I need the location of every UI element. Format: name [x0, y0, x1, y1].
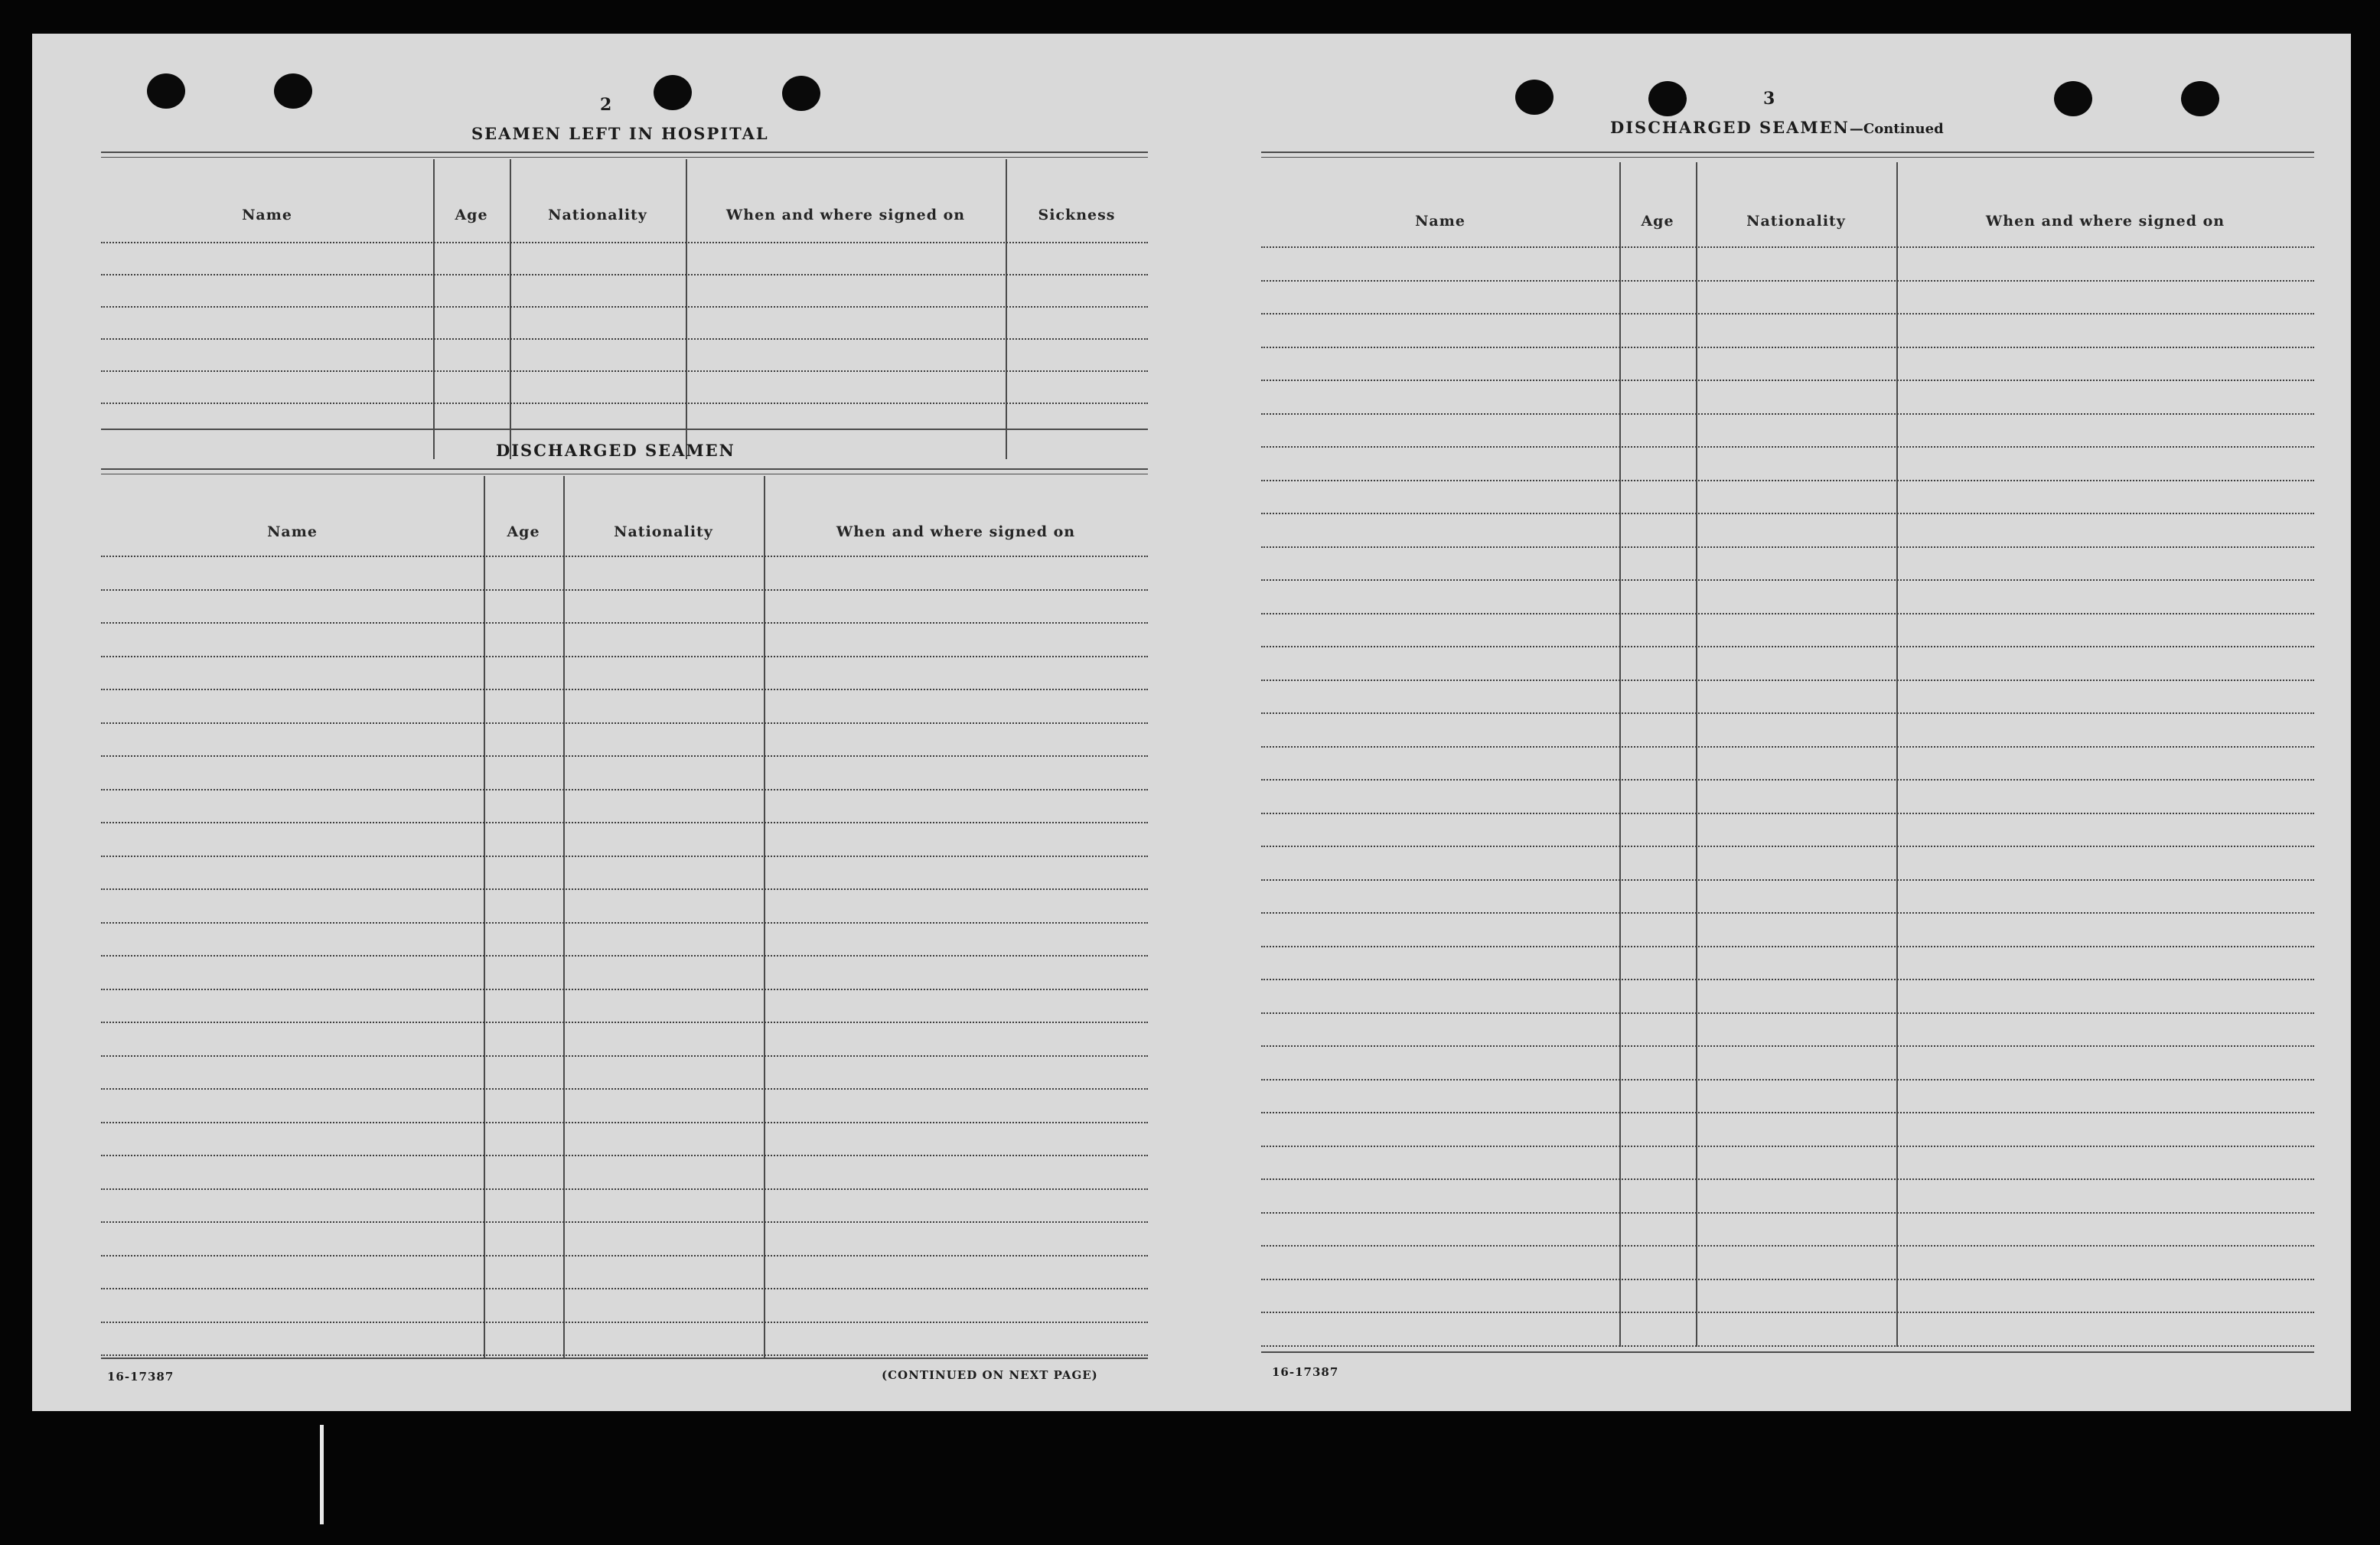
row-line — [101, 1022, 1148, 1023]
table-row[interactable] — [101, 825, 1148, 856]
row-line — [1261, 613, 2314, 614]
table-row[interactable] — [1261, 782, 2314, 813]
row-line — [101, 722, 1148, 724]
table-row[interactable] — [1261, 350, 2314, 380]
table-row[interactable] — [101, 559, 1148, 589]
row-line — [101, 1354, 1148, 1356]
table-row[interactable] — [1261, 516, 2314, 546]
row-line — [1261, 879, 2314, 881]
discharged-continued-table — [1261, 162, 2314, 1356]
row-line — [1261, 1146, 2314, 1147]
bottom-rule — [1261, 1351, 2314, 1353]
column-header: Nationality — [614, 523, 713, 540]
row-line — [101, 955, 1148, 957]
row-line — [101, 1088, 1148, 1090]
punch-hole — [782, 76, 820, 111]
row-line — [1261, 579, 2314, 581]
row-line — [101, 274, 1148, 275]
row-line — [101, 689, 1148, 690]
table-row[interactable] — [101, 1158, 1148, 1188]
table-row[interactable] — [101, 526, 1148, 556]
hospital-table — [101, 159, 1148, 462]
table-row[interactable] — [101, 1058, 1148, 1089]
row-line — [1261, 1045, 2314, 1047]
table-row[interactable] — [1261, 217, 2314, 247]
table-row[interactable] — [101, 625, 1148, 656]
table-row[interactable] — [1261, 416, 2314, 447]
punch-hole — [654, 75, 692, 110]
table-row[interactable] — [101, 1091, 1148, 1122]
row-line — [101, 622, 1148, 624]
table-row[interactable] — [101, 792, 1148, 823]
row-line — [101, 370, 1148, 372]
row-line — [101, 656, 1148, 657]
row-line — [1261, 746, 2314, 748]
column-header: Nationality — [1746, 213, 1846, 230]
row-line — [101, 242, 1148, 243]
row-line — [1261, 979, 2314, 980]
table-row[interactable] — [1261, 949, 2314, 979]
film-scratch — [320, 1425, 324, 1524]
table-row[interactable] — [1261, 249, 2314, 280]
table-row[interactable] — [1261, 683, 2314, 713]
punch-hole — [2054, 81, 2092, 116]
column-header: When and where signed on — [1985, 213, 2225, 230]
table-row[interactable] — [101, 1291, 1148, 1322]
table-row[interactable] — [1261, 316, 2314, 347]
row-line — [101, 755, 1148, 757]
form-number: 16-17387 — [107, 1370, 174, 1384]
table-row[interactable] — [1261, 1082, 2314, 1113]
table-row[interactable] — [1261, 1215, 2314, 1246]
section-title-hospital: SEAMEN LEFT IN HOSPITAL — [471, 124, 769, 143]
row-line — [1261, 1178, 2314, 1180]
row-line — [1261, 1012, 2314, 1014]
table-row[interactable] — [101, 891, 1148, 922]
table-row[interactable] — [1261, 283, 2314, 314]
table-row[interactable] — [101, 245, 1148, 274]
row-line — [101, 1155, 1148, 1156]
table-row[interactable] — [1261, 849, 2314, 879]
punch-hole — [1648, 81, 1687, 116]
column-header: Name — [1415, 213, 1465, 230]
row-line — [101, 1255, 1148, 1257]
row-line — [1261, 1279, 2314, 1280]
table-row[interactable] — [1261, 915, 2314, 946]
table-row[interactable] — [101, 1025, 1148, 1055]
table-row[interactable] — [101, 309, 1148, 338]
row-line — [1261, 1212, 2314, 1214]
column-header: Nationality — [548, 207, 647, 223]
table-row[interactable] — [1261, 816, 2314, 846]
continued-note: (CONTINUED ON NEXT PAGE) — [882, 1368, 1098, 1382]
table-row[interactable] — [1261, 1015, 2314, 1046]
title-rule — [101, 468, 1148, 474]
table-row[interactable] — [1261, 1182, 2314, 1212]
row-line — [1261, 1079, 2314, 1081]
row-line — [1261, 1345, 2314, 1347]
column-header: Age — [1641, 213, 1674, 230]
table-row[interactable] — [101, 592, 1148, 623]
table-row[interactable] — [1261, 1115, 2314, 1146]
table-row[interactable] — [101, 992, 1148, 1022]
row-line — [101, 1288, 1148, 1289]
column-header: Age — [507, 523, 540, 540]
column-header: Name — [267, 523, 318, 540]
page-number: 3 — [1763, 89, 1775, 109]
row-line — [101, 1055, 1148, 1057]
table-row[interactable] — [1261, 982, 2314, 1012]
row-line — [101, 1122, 1148, 1123]
form-sheet — [32, 34, 2351, 1411]
table-row[interactable] — [101, 373, 1148, 403]
row-line — [1261, 347, 2314, 348]
title-rule — [1261, 152, 2314, 158]
table-row[interactable] — [101, 1258, 1148, 1289]
row-line — [1261, 646, 2314, 647]
row-line — [1261, 1312, 2314, 1313]
table-row[interactable] — [1261, 749, 2314, 780]
section-title-continued — [1610, 118, 1944, 137]
table-row[interactable] — [101, 925, 1148, 956]
row-line — [1261, 712, 2314, 714]
title-rule — [101, 152, 1148, 158]
row-line — [1261, 1112, 2314, 1113]
row-line — [1261, 480, 2314, 481]
row-line — [101, 556, 1148, 557]
table-row[interactable] — [101, 1224, 1148, 1255]
table-row[interactable] — [101, 1191, 1148, 1222]
row-line — [101, 922, 1148, 924]
table-row[interactable] — [1261, 1149, 2314, 1179]
row-line — [1261, 413, 2314, 415]
table-row[interactable] — [101, 692, 1148, 722]
table-row[interactable] — [1261, 549, 2314, 580]
title-suffix: —Continued — [1849, 121, 1944, 137]
section-divider — [101, 429, 1148, 430]
row-line — [101, 1188, 1148, 1190]
row-line — [1261, 912, 2314, 914]
table-row[interactable] — [101, 659, 1148, 689]
row-line — [1261, 313, 2314, 315]
page-number: 2 — [600, 95, 612, 115]
row-line — [1261, 1245, 2314, 1247]
table-row[interactable] — [101, 341, 1148, 370]
table-row[interactable] — [101, 758, 1148, 789]
bottom-rule — [101, 1358, 1148, 1359]
row-line — [101, 822, 1148, 823]
table-row[interactable] — [101, 1125, 1148, 1155]
table-row[interactable] — [1261, 715, 2314, 746]
row-line — [101, 789, 1148, 790]
row-line — [1261, 680, 2314, 681]
row-line — [1261, 546, 2314, 548]
table-row[interactable] — [1261, 1315, 2314, 1345]
row-line — [101, 403, 1148, 404]
table-row[interactable] — [101, 277, 1148, 306]
table-row[interactable] — [101, 1325, 1148, 1355]
row-line — [101, 989, 1148, 990]
punch-hole — [2181, 81, 2219, 116]
column-header: When and where signed on — [836, 523, 1076, 540]
row-line — [1261, 779, 2314, 781]
row-line — [101, 856, 1148, 857]
form-number: 16-17387 — [1272, 1365, 1339, 1379]
punch-hole — [147, 73, 185, 109]
row-line — [101, 589, 1148, 591]
table-row[interactable] — [1261, 649, 2314, 680]
section-title-discharged: DISCHARGED SEAMEN — [496, 441, 735, 460]
row-line — [1261, 280, 2314, 282]
table-row[interactable] — [1261, 1048, 2314, 1079]
discharged-table — [101, 476, 1148, 1364]
table-row[interactable] — [1261, 616, 2314, 647]
row-line — [101, 1322, 1148, 1323]
row-line — [101, 306, 1148, 308]
row-line — [1261, 380, 2314, 381]
punch-hole — [274, 73, 312, 109]
row-line — [101, 338, 1148, 340]
table-row[interactable] — [1261, 582, 2314, 613]
table-row[interactable] — [101, 958, 1148, 989]
table-row[interactable] — [101, 725, 1148, 756]
row-line — [1261, 246, 2314, 248]
table-row[interactable] — [1261, 1248, 2314, 1279]
column-header: When and where signed on — [725, 207, 966, 223]
row-line — [1261, 846, 2314, 847]
table-row[interactable] — [1261, 483, 2314, 513]
table-row[interactable] — [1261, 882, 2314, 913]
column-header: Name — [242, 207, 292, 223]
table-row[interactable] — [101, 213, 1148, 242]
row-line — [101, 888, 1148, 890]
row-line — [101, 1221, 1148, 1223]
row-line — [1261, 513, 2314, 514]
row-line — [1261, 813, 2314, 814]
table-row[interactable] — [101, 859, 1148, 889]
column-header: Sickness — [1038, 207, 1116, 223]
table-row[interactable] — [1261, 449, 2314, 480]
punch-hole — [1515, 80, 1554, 115]
row-line — [1261, 446, 2314, 448]
column-header: Age — [455, 207, 488, 223]
table-row[interactable] — [1261, 383, 2314, 413]
title-text: DISCHARGED SEAMEN — [1610, 118, 1850, 137]
row-line — [1261, 946, 2314, 947]
table-row[interactable] — [1261, 1282, 2314, 1312]
